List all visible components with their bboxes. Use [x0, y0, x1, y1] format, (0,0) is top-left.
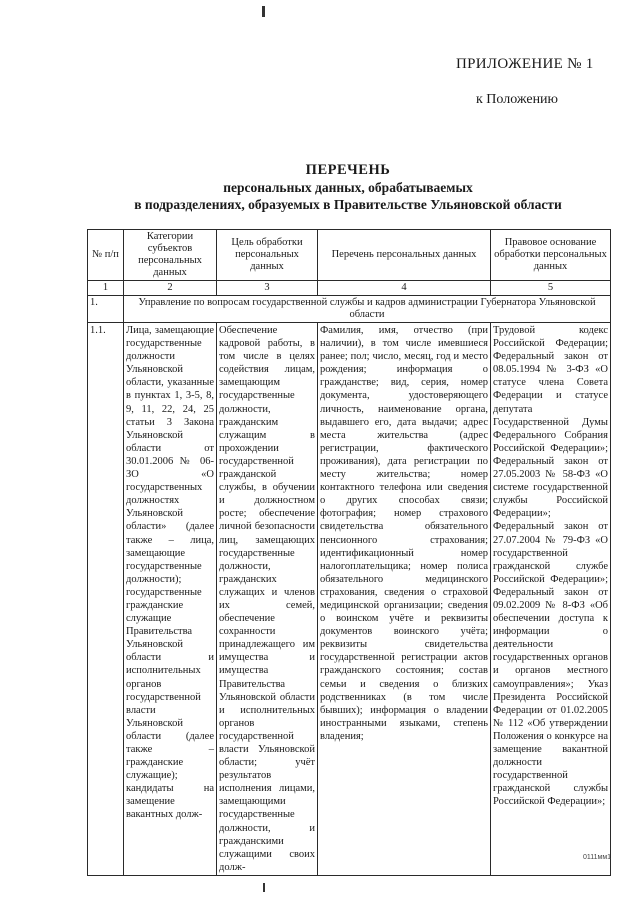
row-legal-basis: Трудовой кодекс Российской Федерации; Федеральный закон от 08.05.1994 № 3-ФЗ «О статусе члена Совета Федерации и статусе депутата Государственной Думы Федерального Собрания Российской Федерации»; Федеральный закон от 27.05.2003 № 58-ФЗ «О системе государственной службы Российской Федерации»; Федеральный закон от 27.07.2004 № 79-ФЗ «О государственной гражданской службе Российской Федерации»; Федеральный закон от 09.02.2009 № 8-ФЗ «Об обеспечении доступа к информации о деятельности государственных органов и органов местного самоуправления»; Указ Президента Российской Федерации от 01.02.2005 № 112 «Об утверждении Положения о конкурсе на замещение вакантной должности государственной гражданской службы Российской Федерации»;: [491, 323, 611, 876]
document-stamp: 0111мм1: [583, 854, 612, 861]
col-number: 2: [124, 281, 217, 296]
col-number: 3: [217, 281, 318, 296]
col-number: 4: [318, 281, 491, 296]
personal-data-table: [87, 229, 611, 876]
row-purpose: Обеспечение кадровой работы, в том числе в целях содействия лицам, замещающим государственные должности, гражданским служащим в прохождении государственной гражданской службы, в обучении и должностном росте; обеспечение личной безопасности лиц, замещающих государственные должности, гражданских служащих и членов их семей, обеспечение сохранности принадлежащего им имущества и имущества Правительства Ульяновской области и исполнительных органов государственной власти Ульяновской области; учёт результатов исполнения лицами, замещающими государственные должности, и гражданскими служащими своих долж-: [217, 323, 318, 876]
regulation-reference: к Положению: [476, 92, 559, 107]
section-name: Управление по вопросам государственной службы и кадров администрации Губернатора Ульяновской области: [124, 296, 611, 323]
col-number: 5: [491, 281, 611, 296]
title-line-2: персональных данных, обрабатываемых: [223, 180, 473, 195]
title-line-1: ПЕРЕЧЕНЬ: [305, 162, 391, 178]
table-header-row: [88, 230, 611, 281]
appendix-heading: ПРИЛОЖЕНИЕ № 1: [456, 56, 594, 72]
column-number-row: [88, 281, 611, 296]
document-title: [88, 162, 608, 213]
header-legal-basis: Правовое основание обработки персональных данных: [491, 230, 611, 281]
bottom-margin-mark: [263, 883, 265, 892]
row-categories: Лица, замещающие государственные должности Ульяновской области, указанные в пунктах 1, 3-5, 8, 9, 11, 22, 24, 25 статьи 3 Закона Ульяновской области от 30.01.2006 № 06-ЗО «О государственных должностях Ульяновской области» (далее также – лица, замещающие государственные должности); государственные гражданские служащие Правительства Ульяновской области и исполнительных органов государственной власти Ульяновской области (далее также – гражданские служащие); кандидаты на замещение вакантных долж-: [124, 323, 217, 876]
row-data-list: Фамилия, имя, отчество (при наличии), в том числе имевшиеся ранее; пол; число, месяц, год и место рождения; информация о гражданстве; вид, серия, номер документа, удостоверяющего личность, наименование органа, выдавшего его, дата выдачи; адрес места жительства (адрес регистрации, фактического проживания), дата регистрации по месту жительства; номер контактного телефона или сведения о других способах связи; фотография; номер страхового свидетельства обязательного пенсионного страхования; идентификационный номер налогоплательщика; номер полиса обязательного медицинского страхования, сведения о страховой медицинской организации; сведения о воинском учёте и реквизиты документов воинского учёта; реквизиты свидетельства государственной регистрации актов гражданского состояния; состав семьи и сведения о близких родственниках (в том числе бывших); информация о владении иностранными языками, степень владения;: [318, 323, 491, 876]
row-number: 1.1.: [88, 323, 124, 876]
header-categories: Категории субъектов персональных данных: [124, 230, 217, 281]
section-number: 1.: [88, 296, 124, 323]
header-data-list: Перечень персональных данных: [318, 230, 491, 281]
col-number: 1: [88, 281, 124, 296]
table-row: [88, 323, 611, 876]
header-purpose: Цель обработки персональных данных: [217, 230, 318, 281]
section-row: [88, 296, 611, 323]
header-num: № п/п: [88, 230, 124, 281]
top-margin-mark: [262, 6, 265, 17]
title-line-3: в подразделениях, образуемых в Правительстве Ульяновской области: [134, 197, 562, 212]
